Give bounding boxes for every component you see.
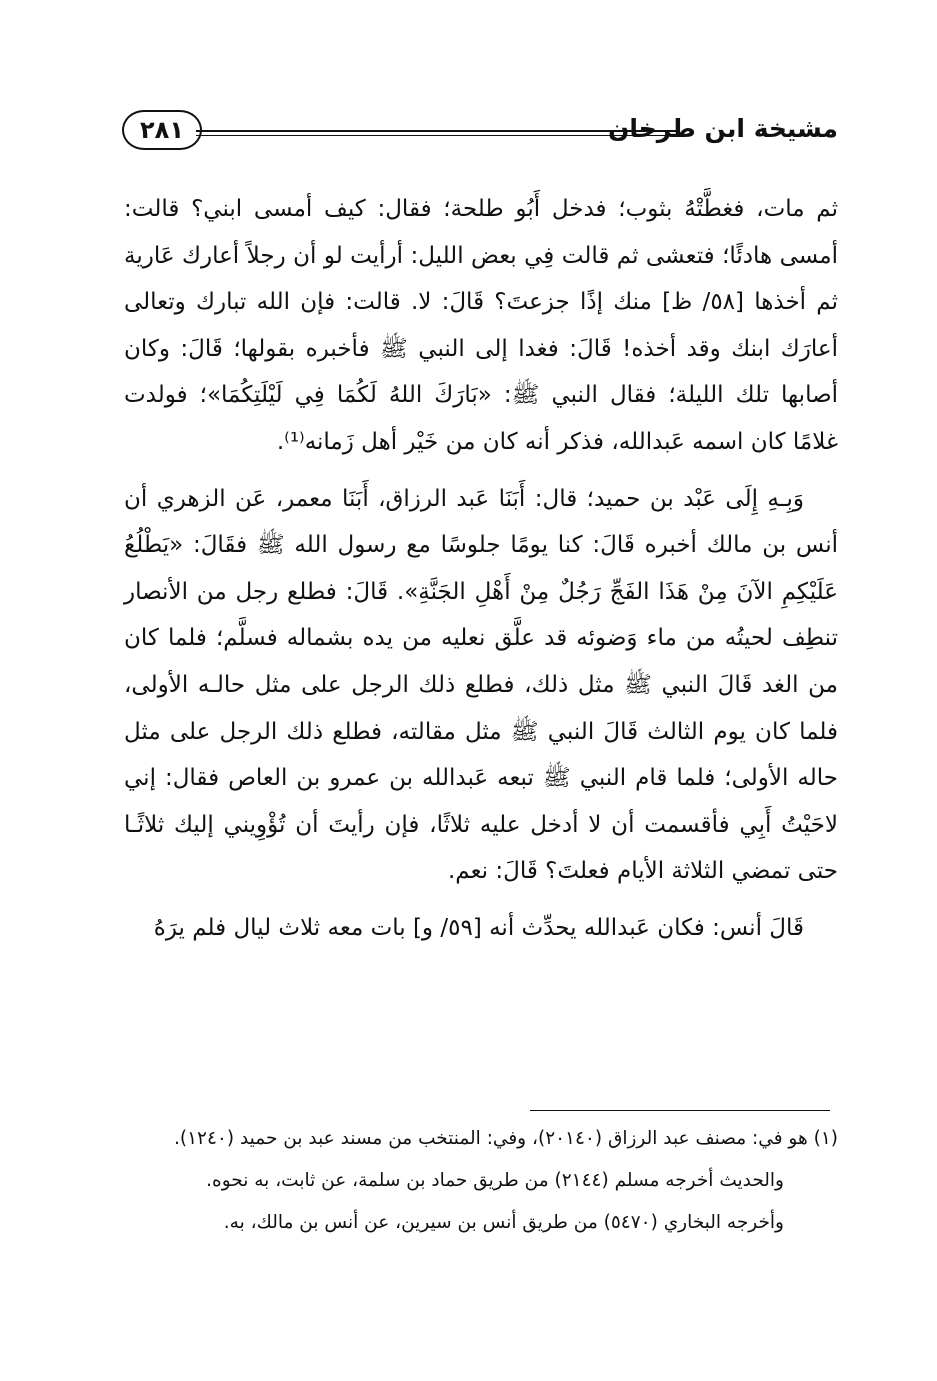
running-header [122, 108, 838, 160]
paragraph: ثم مات، فغطَّتْهُ بثوب؛ فدخل أَبُو طلحة؛ فقال: كيف أمسى ابني؟ قالت: أمسى هادئًا؛ فتعشى ثم قالت فِي بعض الليل: أرأيت لو أن رجلاً أعارك عَارية ثم أخذها [٥٨/ ظ] منك إذًا جزعتَ؟ قَالَ: لا. قالت: فإن الله تبارك وتعالى أعارَك ابنك وقد أخذه! قَالَ: فغدا إلى النبي ﷺ فأخبره بقولها؛ قَالَ: وكان أصابها تلك الليلة؛ فقال النبي ﷺ: «بَارَكَ اللهُ لَكُمَا فِي لَيْلَتِكُمَا»؛ فولدت غلامًا كان اسمه عَبدالله، فذكر أنه كان من خَيْر أهل زَمانه⁽¹⁾. [124, 196, 838, 455]
page-number: ٢٨١ [140, 116, 184, 144]
main-text [124, 186, 838, 962]
paragraph: قَالَ أنس: فكان عَبدالله يحدِّث أنه [٥٩/ و] بات معه ثلاث ليال فلم يرَهُ [153, 914, 804, 941]
footnote: (١) هو في: مصنف عبد الرزاق (٢٠١٤٠)، وفي: المنتخب من مسند عبد بن حميد (١٢٤٠). [174, 1128, 838, 1149]
book-title: مشيخة ابن طرخان [607, 114, 838, 143]
footnote: وأخرجه البخاري (٥٤٧٠) من طريق أنس بن سيرين، عن أنس بن مالك، به. [223, 1212, 784, 1233]
header-rule [196, 130, 678, 132]
footnotes [124, 1122, 838, 1248]
paragraph: وَبِـهِ إِلَى عَبْد بن حميد؛ قال: أَبَنَا عَبد الرزاق، أَبَنَا معمر، عَن الزهري أن أنس بن مالك أخبره قَالَ: كنا يومًا جلوسًا مع رسول الله ﷺ فقَالَ: «يَطْلُعُ عَلَيْكِمِ الآنَ مِنْ هَذَا الفَجِّ رَجُلٌ مِنْ أَهْلِ الجَنَّةِ». قَالَ: فطلع رجل من الأنصار تنطِف لحيتُه من ماء وَضوئه قد علَّق نعليه من يده بشماله فسلَّم؛ فلما كان من الغد قَالَ النبي ﷺ مثل ذلك، فطلع ذلك الرجل على مثل حالـه الأولى، فلما كان يوم الثالث قَالَ النبي ﷺ مثل مقالته، فطلع ذلك الرجل على مثل حاله الأولى؛ فلما قام النبي ﷺ تبعه عَبدالله بن عمرو بن العاص فقال: إني لاحَيْتُ أَبِي فأقسمت أن لا أدخل عليه ثلاثًا، فإن رأيتَ أن تُؤْوِيني إليك ثلاثًـا حتى تمضي الثلاثة الأيام فعلتَ؟ قَالَ: نعم. [124, 485, 838, 885]
footnote: والحديث أخرجه مسلم (٢١٤٤) من طريق حماد بن سلمة، عن ثابت، به نحوه. [206, 1170, 784, 1191]
footnote-separator [530, 1110, 830, 1111]
header-rule-thin [196, 135, 678, 136]
page-number-badge [122, 110, 202, 150]
